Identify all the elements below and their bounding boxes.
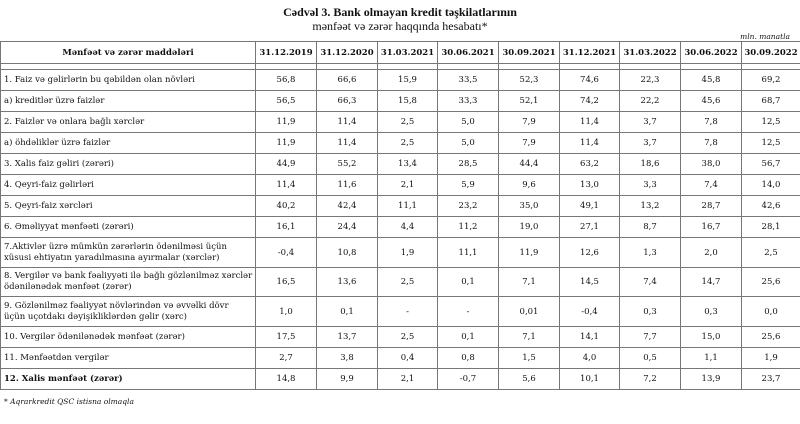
value-cell: 9,6 <box>499 175 560 196</box>
value-cell: 0,5 <box>620 348 681 369</box>
value-cell: 11,9 <box>499 238 560 268</box>
value-cell: 7,2 <box>620 369 681 390</box>
value-cell: 7,1 <box>499 268 560 297</box>
value-cell: 3,7 <box>620 112 681 133</box>
value-cell: 66,3 <box>317 91 378 112</box>
value-cell: 13,7 <box>317 327 378 348</box>
value-cell: 11,2 <box>438 217 499 238</box>
value-cell: 0,1 <box>438 327 499 348</box>
value-cell: 11,6 <box>317 175 378 196</box>
value-cell: 17,5 <box>256 327 317 348</box>
value-cell: 0,4 <box>378 348 438 369</box>
value-cell: 7,4 <box>681 175 742 196</box>
header-date: 31.12.2019 <box>256 42 317 64</box>
table-row <box>1 175 800 196</box>
table-row <box>1 91 800 112</box>
value-cell: 16,5 <box>256 268 317 297</box>
value-cell: 0,0 <box>742 297 800 327</box>
row-label <box>1 297 256 327</box>
value-cell: 12,6 <box>560 238 620 268</box>
header-date: 31.03.2022 <box>620 42 681 64</box>
value-cell: 13,2 <box>620 196 681 217</box>
row-label: 12. Xalis mənfəət (zərər) <box>1 369 256 390</box>
value-cell: 3,8 <box>317 348 378 369</box>
value-cell: 56,5 <box>256 91 317 112</box>
value-cell: 38,0 <box>681 154 742 175</box>
value-cell: 5,0 <box>438 112 499 133</box>
value-cell: - <box>378 297 438 327</box>
value-cell: 1,0 <box>256 297 317 327</box>
row-label: 10. Vergilər ödənilənədək mənfəət (zərər) <box>1 327 256 348</box>
value-cell: 14,5 <box>560 268 620 297</box>
value-cell: 24,4 <box>317 217 378 238</box>
header-date: 30.06.2022 <box>681 42 742 64</box>
value-cell: 5,0 <box>438 133 499 154</box>
value-cell: 56,7 <box>742 154 800 175</box>
value-cell: 2,5 <box>378 112 438 133</box>
row-label-line1: 9. Gözlənilməz fəaliyyət növlərindən və əvvəlki dövr <box>4 300 229 311</box>
footnote: * Aqrarkredit QSC istisna olmaqla <box>4 397 134 406</box>
row-label: 1. Faiz və gəlirlərin bu qəbildən olan növləri <box>1 70 256 91</box>
row-label-line1: 8. Vergilər və bank fəaliyyəti ilə bağlı gözlənilməz xərclər <box>4 271 253 281</box>
profit-loss-table <box>0 41 800 390</box>
value-cell: 2,0 <box>681 238 742 268</box>
value-cell: 66,6 <box>317 70 378 91</box>
value-cell: 25,6 <box>742 268 800 297</box>
row-label: 4. Qeyri-faiz gəlirləri <box>1 175 256 196</box>
value-cell: 3,3 <box>620 175 681 196</box>
value-cell: 12,5 <box>742 112 800 133</box>
value-cell: -0,7 <box>438 369 499 390</box>
value-cell: 0,01 <box>499 297 560 327</box>
value-cell: 13,4 <box>378 154 438 175</box>
table-row <box>1 297 800 327</box>
value-cell: 11,1 <box>378 196 438 217</box>
value-cell: 7,4 <box>620 268 681 297</box>
value-cell: 10,1 <box>560 369 620 390</box>
value-cell: - <box>438 297 499 327</box>
header-date: 30.06.2021 <box>438 42 499 64</box>
value-cell: 27,1 <box>560 217 620 238</box>
table-row <box>1 112 800 133</box>
header-item: Mənfəət və zərər maddələri <box>1 42 256 64</box>
value-cell: 0,3 <box>681 297 742 327</box>
value-cell: 0,1 <box>317 297 378 327</box>
value-cell: 25,6 <box>742 327 800 348</box>
value-cell: 18,6 <box>620 154 681 175</box>
row-label: 6. Əməliyyat mənfəəti (zərəri) <box>1 217 256 238</box>
value-cell: 23,7 <box>742 369 800 390</box>
value-cell: 40,2 <box>256 196 317 217</box>
value-cell: 44,4 <box>499 154 560 175</box>
value-cell: 74,2 <box>560 91 620 112</box>
header-date: 31.03.2021 <box>378 42 438 64</box>
row-label: 2. Faizlər və onlara bağlı xərclər <box>1 112 256 133</box>
row-label: 3. Xalis faiz gəliri (zərəri) <box>1 154 256 175</box>
value-cell: 11,1 <box>438 238 499 268</box>
value-cell: 52,3 <box>499 70 560 91</box>
value-cell: 28,1 <box>742 217 800 238</box>
value-cell: 7,1 <box>499 327 560 348</box>
value-cell: 45,6 <box>681 91 742 112</box>
value-cell: 0,8 <box>438 348 499 369</box>
value-cell: 1,9 <box>378 238 438 268</box>
value-cell: 35,0 <box>499 196 560 217</box>
value-cell: 2,5 <box>378 133 438 154</box>
row-label: a) kreditlər üzrə faizlər <box>1 91 256 112</box>
value-cell: 28,5 <box>438 154 499 175</box>
header-date: 30.09.2021 <box>499 42 560 64</box>
value-cell: 13,0 <box>560 175 620 196</box>
value-cell: 4,4 <box>378 217 438 238</box>
value-cell: 2,5 <box>742 238 800 268</box>
row-label: 5. Qeyri-faiz xərcləri <box>1 196 256 217</box>
value-cell: 11,4 <box>317 133 378 154</box>
value-cell: 42,6 <box>742 196 800 217</box>
value-cell: 44,9 <box>256 154 317 175</box>
value-cell: 19,0 <box>499 217 560 238</box>
value-cell: 7,7 <box>620 327 681 348</box>
unit-note: mln. manatla <box>740 32 790 41</box>
value-cell: 8,7 <box>620 217 681 238</box>
value-cell: 15,9 <box>378 70 438 91</box>
header-date: 31.12.2020 <box>317 42 378 64</box>
value-cell: 16,7 <box>681 217 742 238</box>
row-label <box>1 268 256 297</box>
value-cell: 7,9 <box>499 112 560 133</box>
value-cell: 2,5 <box>378 268 438 297</box>
row-label-line2: xüsusi ehtiyatın yaradılmasına ayırmalar (xərclər) <box>4 252 220 263</box>
value-cell: 22,3 <box>620 70 681 91</box>
value-cell: 45,8 <box>681 70 742 91</box>
value-cell: 13,9 <box>681 369 742 390</box>
value-cell: 1,9 <box>742 348 800 369</box>
value-cell: 15,8 <box>378 91 438 112</box>
row-label: a) öhdəliklər üzrə faizlər <box>1 133 256 154</box>
value-cell: 7,9 <box>499 133 560 154</box>
value-cell: 33,5 <box>438 70 499 91</box>
table-title-line2: mənfəət və zərər haqqında hesabatı* <box>312 19 488 33</box>
value-cell: 10,8 <box>317 238 378 268</box>
value-cell: 5,6 <box>499 369 560 390</box>
value-cell: 2,1 <box>378 175 438 196</box>
table-row <box>1 196 800 217</box>
value-cell: 15,0 <box>681 327 742 348</box>
table-row <box>1 133 800 154</box>
value-cell: 4,0 <box>560 348 620 369</box>
value-cell: 1,5 <box>499 348 560 369</box>
table-row <box>1 154 800 175</box>
value-cell: 42,4 <box>317 196 378 217</box>
value-cell: 16,1 <box>256 217 317 238</box>
value-cell: 9,9 <box>317 369 378 390</box>
value-cell: 13,6 <box>317 268 378 297</box>
value-cell: 0,1 <box>438 268 499 297</box>
value-cell: 14,8 <box>256 369 317 390</box>
value-cell: 56,8 <box>256 70 317 91</box>
value-cell: 2,1 <box>378 369 438 390</box>
row-label-line2: üçün uçotdakı dəyişikliklərdən gəlir (xərc) <box>4 311 187 322</box>
table-row <box>1 217 800 238</box>
value-cell: 14,7 <box>681 268 742 297</box>
value-cell: 14,1 <box>560 327 620 348</box>
value-cell: 28,7 <box>681 196 742 217</box>
value-cell: 69,2 <box>742 70 800 91</box>
value-cell: -0,4 <box>256 238 317 268</box>
value-cell: 11,4 <box>560 133 620 154</box>
table-row <box>1 70 800 91</box>
table-title <box>0 5 800 20</box>
value-cell: 5,9 <box>438 175 499 196</box>
row-label: 11. Mənfəətdən vergilər <box>1 348 256 369</box>
table-row <box>1 268 800 297</box>
value-cell: 49,1 <box>560 196 620 217</box>
table-number: Cədvəl 3. <box>283 5 331 19</box>
value-cell: 0,3 <box>620 297 681 327</box>
value-cell: 74,6 <box>560 70 620 91</box>
header-date: 31.12.2021 <box>560 42 620 64</box>
value-cell: 1,3 <box>620 238 681 268</box>
value-cell: 11,4 <box>256 175 317 196</box>
value-cell: 3,7 <box>620 133 681 154</box>
value-cell: 7,8 <box>681 112 742 133</box>
value-cell: 11,9 <box>256 112 317 133</box>
value-cell: 23,2 <box>438 196 499 217</box>
value-cell: 12,5 <box>742 133 800 154</box>
value-cell: 14,0 <box>742 175 800 196</box>
row-label <box>1 238 256 268</box>
header-date: 30.09.2022 <box>742 42 800 64</box>
table-row <box>1 369 800 390</box>
value-cell: 2,7 <box>256 348 317 369</box>
value-cell: 63,2 <box>560 154 620 175</box>
table-row <box>1 348 800 369</box>
value-cell: 11,9 <box>256 133 317 154</box>
value-cell: 11,4 <box>317 112 378 133</box>
row-label-line2: ödənilənədək mənfəət (zərər) <box>4 282 132 292</box>
table-header-row <box>1 42 800 64</box>
value-cell: 55,2 <box>317 154 378 175</box>
value-cell: 1,1 <box>681 348 742 369</box>
value-cell: 7,8 <box>681 133 742 154</box>
value-cell: 33,3 <box>438 91 499 112</box>
value-cell: 68,7 <box>742 91 800 112</box>
value-cell: 2,5 <box>378 327 438 348</box>
table-title-line1: Bank olmayan kredit təşkilatlarının <box>330 5 517 19</box>
table-row <box>1 238 800 268</box>
row-label-line1: 7.Aktivlər üzrə mümkün zərərlərin ödənilməsi üçün <box>4 241 227 252</box>
value-cell: 11,4 <box>560 112 620 133</box>
value-cell: 22,2 <box>620 91 681 112</box>
table-row <box>1 327 800 348</box>
value-cell: 52,1 <box>499 91 560 112</box>
value-cell: -0,4 <box>560 297 620 327</box>
